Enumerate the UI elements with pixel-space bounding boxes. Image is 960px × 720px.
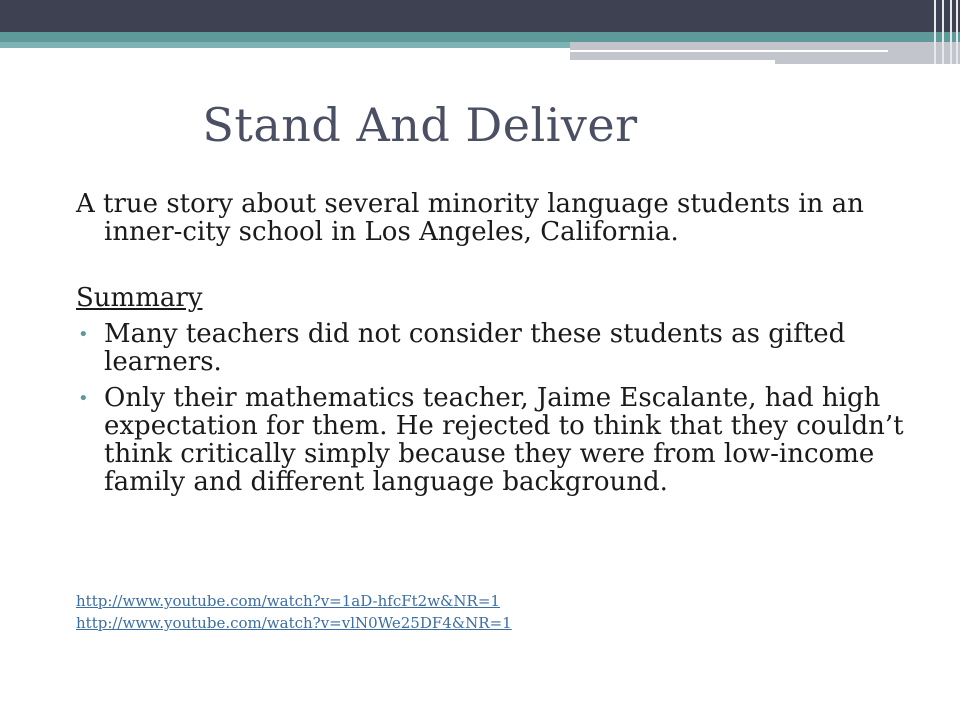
bullet-text: Only their mathematics teacher, Jaime Escalante, had high expectation for them. He rejected to think that they couldn’t think critically simply because they were from low-income family and different language background.	[104, 383, 904, 497]
header-band-line-2	[570, 60, 775, 64]
youtube-link-2[interactable]: http://www.youtube.com/watch?v=vlN0We25DF4&NR=1	[76, 614, 512, 632]
summary-list	[76, 320, 906, 496]
slide-content	[76, 190, 906, 504]
list-item	[76, 384, 906, 496]
header-band-line	[570, 50, 888, 52]
header-vertical-lines	[928, 0, 960, 64]
summary-heading: Summary	[76, 283, 203, 313]
links-block	[76, 590, 512, 634]
bullet-dot-icon: •	[78, 388, 89, 409]
slide-title: Stand And Deliver	[202, 98, 638, 152]
header-band-teal-light	[0, 42, 570, 48]
intro-paragraph: A true story about several minority language students in an inner-city school in Los Angeles, California.	[76, 189, 864, 247]
youtube-link-1[interactable]: http://www.youtube.com/watch?v=1aD-hfcFt2w&NR=1	[76, 592, 500, 610]
bullet-text: Many teachers did not consider these students as gifted learners.	[104, 319, 846, 377]
header-band-dark	[0, 0, 960, 32]
bullet-dot-icon: •	[78, 324, 89, 345]
list-item	[76, 320, 906, 376]
header-band-teal	[0, 32, 960, 42]
